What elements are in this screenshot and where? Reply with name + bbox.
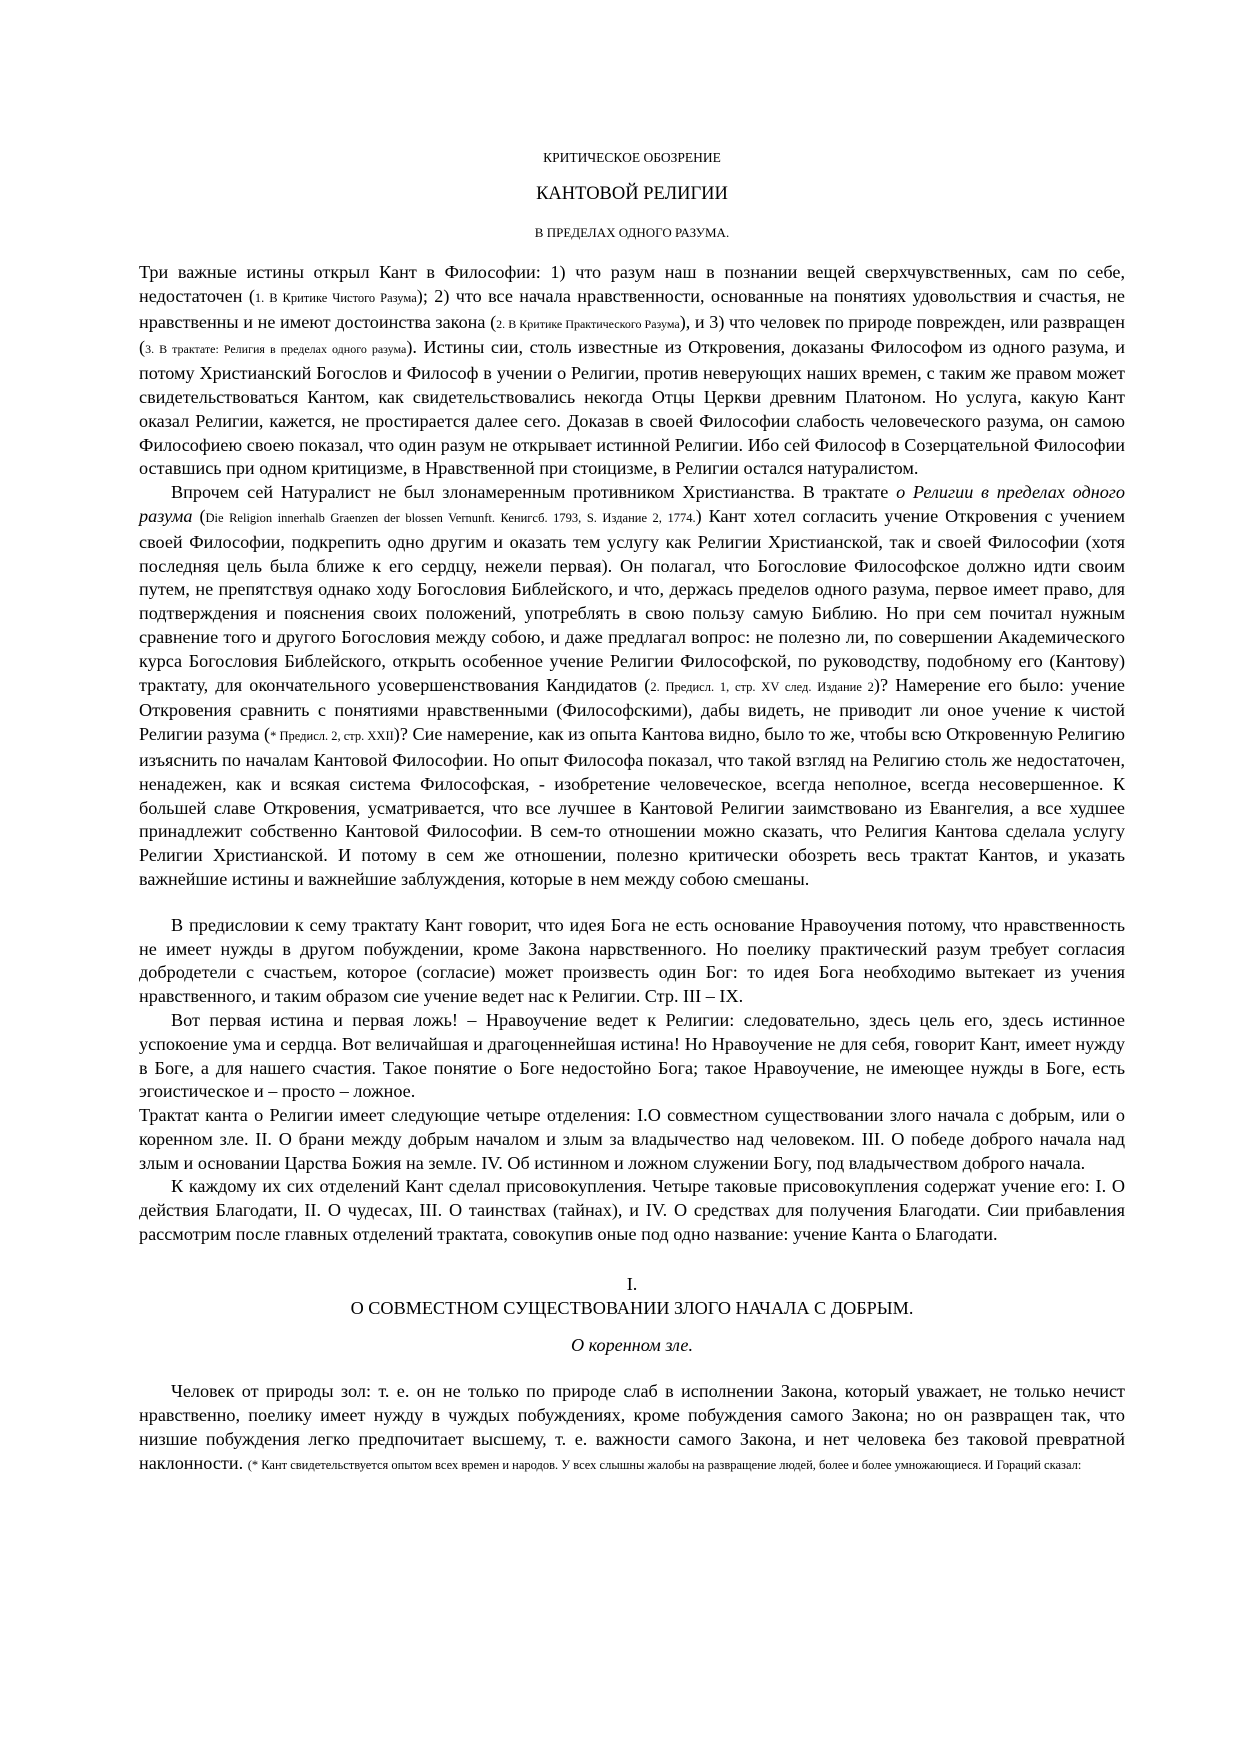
footnote-ref-3: 3. В трактате: Религия в пределах одного разума (145, 342, 407, 357)
paragraph-1 (139, 261, 1125, 481)
footnote-ref-5: 2. Предисл. 1, стр. XV след. Издание 2 (650, 679, 874, 694)
footnote-ref-4: Die Religion innerhalb Graenzen der blossen Vernunft. Кенигсб. 1793, S. Издание 2, 1774. (205, 510, 696, 525)
section-numeral: I. (626, 1273, 638, 1294)
paragraph-2 (139, 481, 1125, 892)
paragraph-1-text-b: ); 2) что все начала нравственности, основанные на понятиях удовольствия и счастья, не нравственны и не имеют достоинства закона ( (139, 285, 1125, 332)
paragraph-4: Вот первая истина и первая ложь! – Нравоучение ведет к Религии: следовательно, здесь цель его, здесь истинное успокоение ума и сердца. Вот величайшая и драгоценнейшая истина! Но Нравоучение не для себя, говорит Кант, имеет нужду в Боге, а для нашего счастия. Такое понятие о Боге недостойно Бога; такое Нравоучение, не имеющее нужды в Боге, есть эгоистическое и – просто – ложное. (139, 1009, 1125, 1102)
footnote-ref-6: * Предисл. 2, стр. XXII (270, 729, 394, 744)
paragraph-6: К каждому их сих отделений Кант сделал присовокупления. Четыре таковые присовокупления содержат учение его: I. О действия Благодати, II. О чудесах, III. О таинствах (тайнах), и IV. О средствах для получения Благодати. Сии прибавления рассмотрим после главных отделений трактата, совокупив оные под одно название: учение Канта о Благодати. (139, 1176, 1125, 1245)
page-content (139, 150, 1125, 1477)
paragraph-1-text-d: ). Истины сии, столь известные из Откровения, доказаны Философом из одного разума, и потому Христианский Богослов и Философ в учении о Религии, против неверующих наших времен, с таким же правом может свидетельствоваться Кантом, как свидетельствовались некогда Отцы Церкви древним Платоном. Но услуга, какую Кант оказал Религии, кажется, не простирается далее сего. Доказав в своей Философии слабость человеческого разума, он самою Философиею своею показал, что один разум не открывает истинной Религии. Ибо сей Философ в Созерцательной Философии оставшись при одном критицизме, в Нравственной при стоицизме, в Религии остался натуралистом. (139, 337, 1125, 479)
footnote-ref-7: (* Кант свидетельствуется опытом всех времен и народов. У всех слышны жалобы на развращение людей, более и более умножающиеся. И Гораций сказал: (247, 1457, 1082, 1472)
paragraph-2-text-a: Впрочем сей Натуралист не был злонамеренным противником Христианства. В трактате (171, 482, 897, 503)
header-line-1: КРИТИЧЕСКОЕ ОБОЗРЕНИЕ (543, 150, 721, 165)
header-line-3: В ПРЕДЕЛАХ ОДНОГО РАЗУМА. (534, 225, 730, 240)
footnote-ref-1: 1. В Критике Чистого Разума (254, 290, 417, 305)
header-line-2: КАНТОВОЙ РЕЛИГИИ (536, 184, 728, 204)
paragraph-2-text-c: ) Кант хотел согласить учение Откровения с учением своей Философии, подкрепить одно другим и оказать тем услугу как Религии Христианской, так и своей Философии (хотя последняя цель была ближе к его сердцу, нежели первая). Он полагал, что Богословие Философское должно идти своим путем, не препятствуя однако ходу Богословия Библейского, и что, держась пределов одного разума, первое имеет право, для подтверждения и пояснения своих положений, употреблять в свою пользу самую Библию. Но при сем почитал нужным сравнение того и другого Богословия между собою, и даже предлагал вопрос: не полезно ли, по совершении Академического курса Богословия Библейского, открыть особенное учение Религии Философской, по руководству, подобному его (Кантову) трактату, для окончательного усовершенствования Кандидатов ( (139, 505, 1125, 695)
paragraph-2-italic: о Религии в пределах одного разума (139, 482, 1125, 526)
footnote-ref-2: 2. В Критике Практического Разума (496, 316, 680, 331)
paragraph-2-text-b: ( (192, 505, 206, 526)
paragraph-1-text-a: Три важные истины открыл Кант в Философии: 1) что разум наш в познании вещей сверхчувственных, сам по себе, недостаточен ( (139, 262, 1125, 306)
section-subtitle: О коренном зле. (570, 1335, 693, 1356)
paragraph-2-text-d: )? Намерение его было: учение Откровения сравнить с понятиями нравственными (Философскими), дабы видеть, не приводит ли оное учение к чистой Религии разума ( (139, 674, 1126, 745)
paragraph-7-text-a: Человек от природы зол: т. е. он не только по природе слаб в исполнении Закона, который уважает, не только нечист нравственно, поелику имеет нужду в чуждых побуждениях, кроме побуждения самого Закона; но он развращен так, что низшие побуждения легко предпочитает высшему, т. е. важности самого Закона, и нет человека без таковой превратной наклонности. (139, 1381, 1125, 1473)
paragraph-5: Трактат канта о Религии имеет следующие четыре отделения: I.О совместном существовании злого начала с добрым, или о коренном зле. II. О брани между добрым началом и злым за владычество над человеком. III. О победе доброго начала над злым и основании Царства Божия на земле. IV. Об истинном и ложном служении Богу, под владычеством доброго начала. (139, 1105, 1125, 1173)
section-title: О СОВМЕСТНОМ СУЩЕСТВОВАНИИ ЗЛОГО НАЧАЛА С ДОБРЫМ. (350, 1297, 914, 1318)
paragraph-7 (139, 1380, 1125, 1477)
paragraph-1-text-c: ), и 3) что человек по природе поврежден, или развращен ( (139, 311, 1126, 358)
paragraph-3: В предисловии к сему трактату Кант говорит, что идея Бога не есть основание Нравоучения потому, что нравственность не имеет нужды в другом побуждении, кроме Закона нарвственного. Но поелику практический разум требует согласия добродетели с счастьем, которое (согласие) может произвесть один Бог: то идея Бога необходимо вытекает из учения нравственного, и таким образом сие учение ведет нас к Религии. Стр. III – IX. (139, 914, 1125, 1007)
paragraph-2-text-e: )? Сие намерение, как из опыта Кантова видно, было то же, чтобы всю Откровенную Религию изъяснить по началам Кантовой Философии. Но опыт Философа показал, что такой взгляд на Религию столь же недостаточен, ненадежен, как и всякая система Философская, - изобретение человеческое, всегда неполное, всегда несовершенное. К большей славе Откровения, усматривается, что все лучшее в Кантовой Религии заимствовано из Евангелия, а все худшее принадлежит собственно Кантовой Философии. В сем-то отношении можно сказать, что Религия Кантова сделала услугу Религии Христианской. И потому в сем же отношении, полезно критически обозреть весь трактат Кантов, и указать важнейшие истины и важнейшие заблуждения, которые в нем между собою смешаны. (139, 724, 1125, 889)
